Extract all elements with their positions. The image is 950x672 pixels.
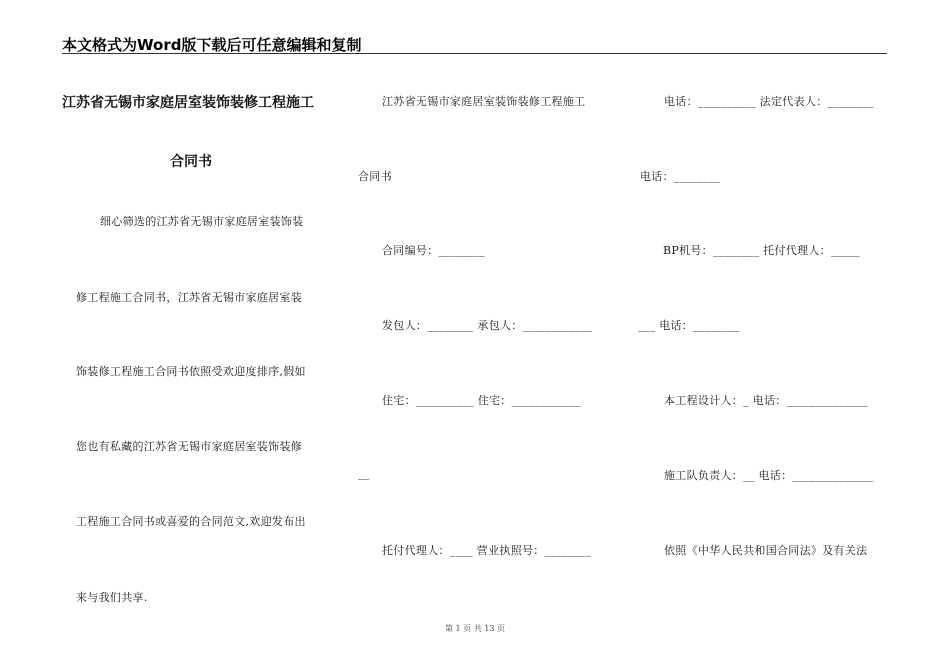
doc-title-line1: 江苏省无锡市家庭居室装饰装修工程施工 (62, 95, 314, 111)
address-fields: 住宅：__________ 住宅：____________ (382, 394, 582, 407)
intro-paragraph-line: 修工程施工合同书，江苏省无锡市家庭居室装 (76, 291, 302, 304)
blank-line: __ (358, 467, 370, 480)
legal-basis-text: 依照《中华人民共和国合同法》及有关法 (664, 544, 868, 557)
contract-title-line: 江苏省无锡市家庭居室装饰装修工程施工 (382, 95, 586, 108)
phone-field: ___ 电话：________ (638, 319, 740, 332)
page-indicator: 第 1 页 共 13 页 (445, 624, 505, 633)
header-rule (62, 53, 887, 54)
foreman-phone-field: 施工队负责人：__ 电话：______________ (664, 469, 874, 482)
contract-title-line: 合同书 (358, 170, 392, 183)
doc-title-line2: 合同书 (170, 154, 212, 170)
phone-representative-field: 电话：__________ 法定代表人：________ (664, 95, 874, 108)
party-fields: 发包人：________ 承包人：____________ (382, 319, 593, 332)
intro-paragraph-line: 您也有私藏的江苏省无锡市家庭居室装饰装修 (76, 440, 302, 453)
intro-paragraph-line: 工程施工合同书或喜爱的合同范文,欢迎发布出 (76, 515, 306, 528)
intro-paragraph-line: 来与我们共享. (76, 591, 148, 604)
header-title: 本文格式为Word版下载后可任意编辑和复制 (62, 36, 362, 54)
contract-number-field: 合同编号：________ (382, 244, 485, 257)
intro-paragraph-line: 饰装修工程施工合同书依照受欢迎度排序,假如 (76, 365, 306, 378)
intro-paragraph-line: 细心筛选的江苏省无锡市家庭居室装饰装 (100, 215, 304, 228)
phone-field: 电话：________ (640, 170, 721, 183)
bp-agent-fields: BP机号：________ 托付代理人：_____ (663, 244, 860, 257)
designer-phone-field: 本工程设计人：_ 电话：______________ (664, 394, 868, 407)
agent-license-fields: 托付代理人：____ 营业执照号：________ (382, 544, 591, 557)
